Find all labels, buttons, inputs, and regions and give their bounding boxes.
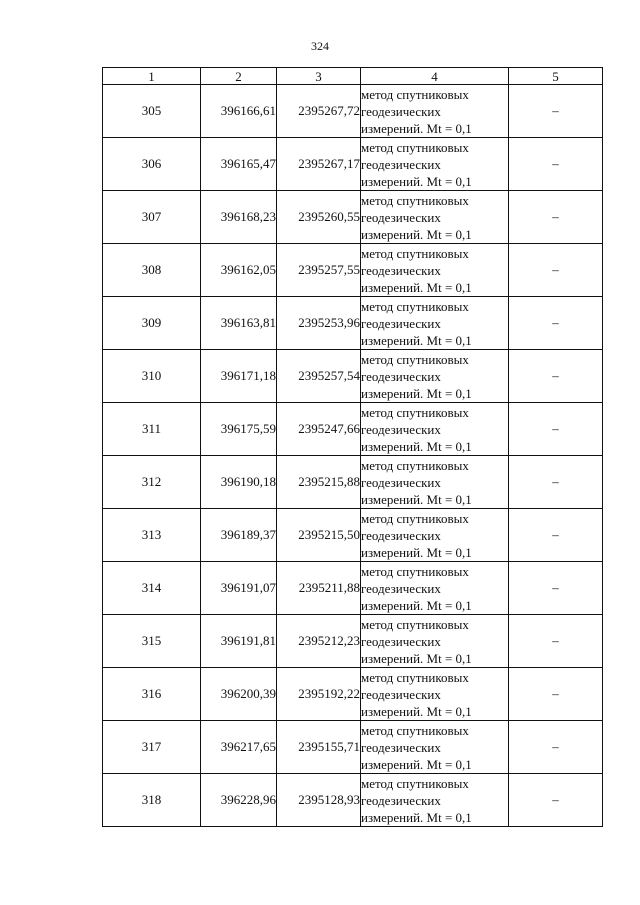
y-coordinate-cell: 2395267,72	[277, 85, 361, 138]
x-coordinate-cell: 396189,37	[201, 509, 277, 562]
table-header-row	[103, 68, 603, 85]
table-body	[103, 85, 603, 827]
column-header: 5	[509, 68, 603, 85]
point-number-cell: 313	[103, 509, 201, 562]
method-cell	[361, 297, 509, 350]
method-text-line: измерений. Mt = 0,1	[361, 173, 472, 189]
y-coordinate-cell: 2395215,50	[277, 509, 361, 562]
y-coordinate-cell: 2395128,93	[277, 774, 361, 827]
y-coordinate-cell: 2395211,88	[277, 562, 361, 615]
method-text-line: метод спутниковых	[361, 616, 469, 632]
table-row	[103, 509, 603, 562]
coordinates-table	[102, 67, 603, 827]
y-coordinate-cell: 2395257,54	[277, 350, 361, 403]
x-coordinate-cell: 396168,23	[201, 191, 277, 244]
method-text-line: геодезических	[361, 209, 441, 225]
method-text-line: метод спутниковых	[361, 192, 469, 208]
method-text-line: метод спутниковых	[361, 404, 469, 420]
y-coordinate-cell: 2395260,55	[277, 191, 361, 244]
method-text-line: измерений. Mt = 0,1	[361, 809, 472, 825]
note-cell: –	[509, 774, 603, 827]
x-coordinate-cell: 396163,81	[201, 297, 277, 350]
note-cell: –	[509, 85, 603, 138]
method-text-line: геодезических	[361, 315, 441, 331]
point-number-cell: 310	[103, 350, 201, 403]
note-cell: –	[509, 456, 603, 509]
table-row	[103, 297, 603, 350]
method-text-line: метод спутниковых	[361, 298, 469, 314]
note-cell: –	[509, 191, 603, 244]
y-coordinate-cell: 2395257,55	[277, 244, 361, 297]
method-text-line: измерений. Mt = 0,1	[361, 650, 472, 666]
method-text-line: метод спутниковых	[361, 86, 469, 102]
y-coordinate-cell: 2395253,96	[277, 297, 361, 350]
point-number-cell: 305	[103, 85, 201, 138]
method-cell	[361, 615, 509, 668]
x-coordinate-cell: 396190,18	[201, 456, 277, 509]
table-row	[103, 774, 603, 827]
method-cell	[361, 85, 509, 138]
table-row	[103, 456, 603, 509]
method-text-line: измерений. Mt = 0,1	[361, 756, 472, 772]
method-text-line: измерений. Mt = 0,1	[361, 279, 472, 295]
method-text-line: метод спутниковых	[361, 351, 469, 367]
column-header: 2	[201, 68, 277, 85]
table-row	[103, 721, 603, 774]
note-cell: –	[509, 615, 603, 668]
table-row	[103, 615, 603, 668]
x-coordinate-cell: 396166,61	[201, 85, 277, 138]
method-text-line: геодезических	[361, 474, 441, 490]
point-number-cell: 311	[103, 403, 201, 456]
point-number-cell: 312	[103, 456, 201, 509]
note-cell: –	[509, 403, 603, 456]
method-text-line: метод спутниковых	[361, 669, 469, 685]
point-number-cell: 314	[103, 562, 201, 615]
x-coordinate-cell: 396171,18	[201, 350, 277, 403]
method-text-line: метод спутниковых	[361, 775, 469, 791]
method-cell	[361, 350, 509, 403]
y-coordinate-cell: 2395215,88	[277, 456, 361, 509]
y-coordinate-cell: 2395267,17	[277, 138, 361, 191]
method-text-line: измерений. Mt = 0,1	[361, 438, 472, 454]
note-cell: –	[509, 297, 603, 350]
point-number-cell: 318	[103, 774, 201, 827]
point-number-cell: 317	[103, 721, 201, 774]
x-coordinate-cell: 396228,96	[201, 774, 277, 827]
x-coordinate-cell: 396162,05	[201, 244, 277, 297]
method-text-line: измерений. Mt = 0,1	[361, 597, 472, 613]
method-cell	[361, 138, 509, 191]
table-row	[103, 244, 603, 297]
table-row	[103, 350, 603, 403]
method-text-line: метод спутниковых	[361, 139, 469, 155]
note-cell: –	[509, 562, 603, 615]
method-text-line: измерений. Mt = 0,1	[361, 385, 472, 401]
method-cell	[361, 403, 509, 456]
method-text-line: геодезических	[361, 262, 441, 278]
method-text-line: метод спутниковых	[361, 245, 469, 261]
method-text-line: метод спутниковых	[361, 510, 469, 526]
y-coordinate-cell: 2395247,66	[277, 403, 361, 456]
method-text-line: измерений. Mt = 0,1	[361, 332, 472, 348]
y-coordinate-cell: 2395155,71	[277, 721, 361, 774]
point-number-cell: 308	[103, 244, 201, 297]
y-coordinate-cell: 2395192,22	[277, 668, 361, 721]
note-cell: –	[509, 721, 603, 774]
method-cell	[361, 721, 509, 774]
method-text-line: измерений. Mt = 0,1	[361, 226, 472, 242]
method-cell	[361, 668, 509, 721]
method-cell	[361, 774, 509, 827]
table-row	[103, 85, 603, 138]
column-header: 3	[277, 68, 361, 85]
note-cell: –	[509, 509, 603, 562]
note-cell: –	[509, 668, 603, 721]
method-cell	[361, 244, 509, 297]
table-row	[103, 668, 603, 721]
method-cell	[361, 191, 509, 244]
method-text-line: геодезических	[361, 368, 441, 384]
method-text-line: геодезических	[361, 580, 441, 596]
x-coordinate-cell: 396191,81	[201, 615, 277, 668]
method-text-line: измерений. Mt = 0,1	[361, 491, 472, 507]
x-coordinate-cell: 396200,39	[201, 668, 277, 721]
column-header: 4	[361, 68, 509, 85]
x-coordinate-cell: 396217,65	[201, 721, 277, 774]
method-cell	[361, 509, 509, 562]
method-text-line: геодезических	[361, 421, 441, 437]
table-row	[103, 403, 603, 456]
point-number-cell: 306	[103, 138, 201, 191]
method-text-line: измерений. Mt = 0,1	[361, 703, 472, 719]
table-row	[103, 138, 603, 191]
table-row	[103, 191, 603, 244]
method-text-line: метод спутниковых	[361, 722, 469, 738]
method-text-line: геодезических	[361, 686, 441, 702]
point-number-cell: 309	[103, 297, 201, 350]
note-cell: –	[509, 244, 603, 297]
method-text-line: измерений. Mt = 0,1	[361, 120, 472, 136]
method-text-line: геодезических	[361, 527, 441, 543]
method-text-line: метод спутниковых	[361, 563, 469, 579]
method-cell	[361, 562, 509, 615]
y-coordinate-cell: 2395212,23	[277, 615, 361, 668]
point-number-cell: 315	[103, 615, 201, 668]
table-row	[103, 562, 603, 615]
x-coordinate-cell: 396175,59	[201, 403, 277, 456]
x-coordinate-cell: 396165,47	[201, 138, 277, 191]
note-cell: –	[509, 350, 603, 403]
page-number: 324	[311, 39, 329, 53]
point-number-cell: 316	[103, 668, 201, 721]
column-header: 1	[103, 68, 201, 85]
point-number-cell: 307	[103, 191, 201, 244]
method-text-line: геодезических	[361, 739, 441, 755]
method-text-line: геодезических	[361, 156, 441, 172]
method-text-line: геодезических	[361, 792, 441, 808]
method-text-line: измерений. Mt = 0,1	[361, 544, 472, 560]
method-text-line: метод спутниковых	[361, 457, 469, 473]
note-cell: –	[509, 138, 603, 191]
method-cell	[361, 456, 509, 509]
method-text-line: геодезических	[361, 103, 441, 119]
method-text-line: геодезических	[361, 633, 441, 649]
x-coordinate-cell: 396191,07	[201, 562, 277, 615]
